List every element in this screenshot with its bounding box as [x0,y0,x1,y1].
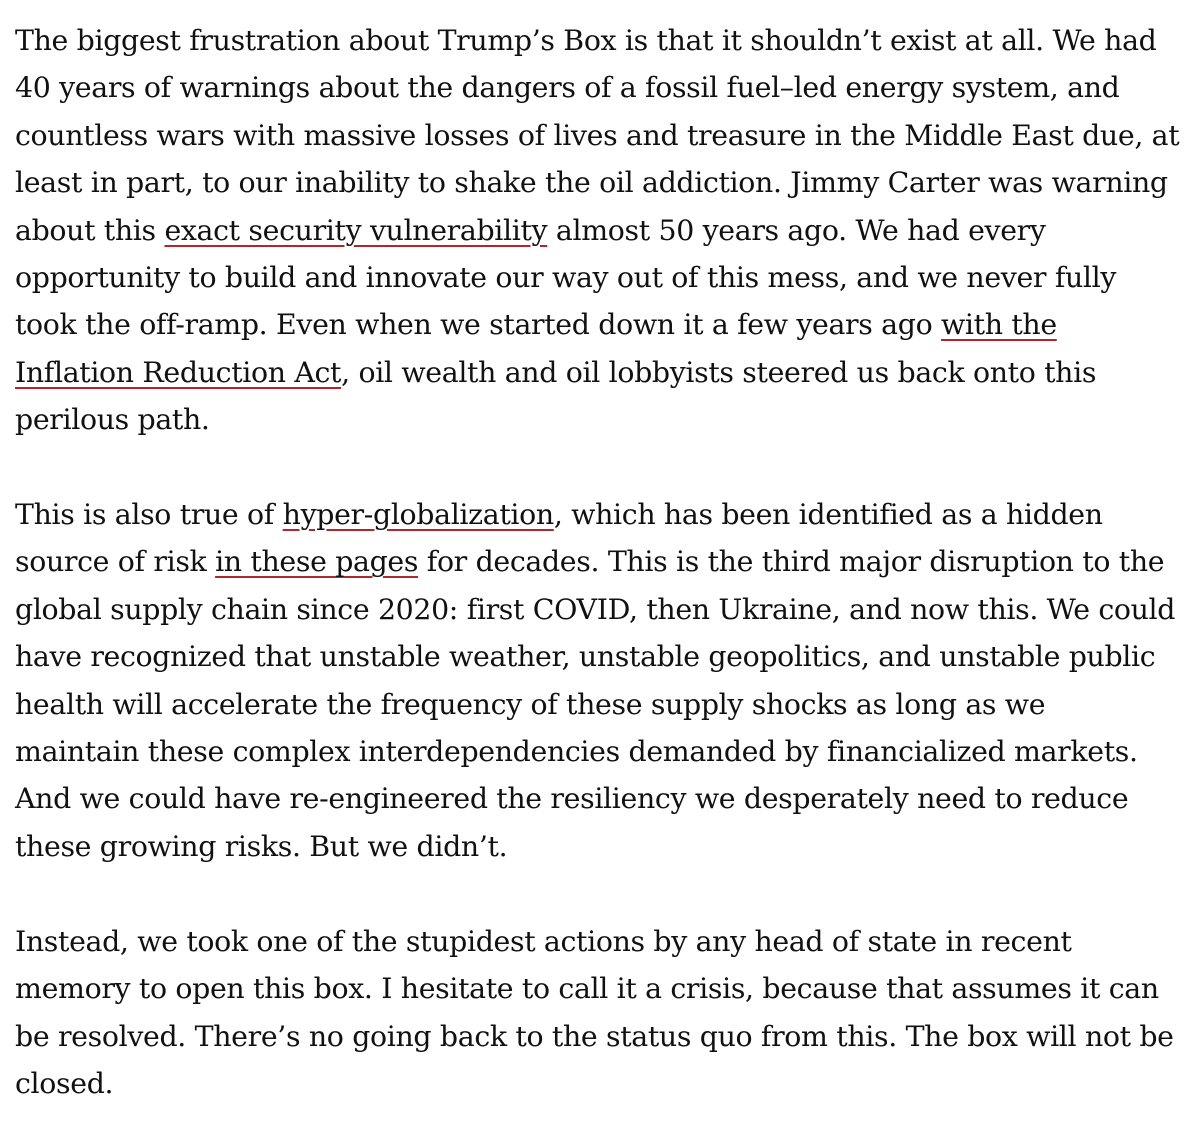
text-run: And we could have re-engineered the resiliency we desperately need to reduce [15,782,1129,816]
text-run: perilous path. [15,403,210,437]
text-run: This is also true of [15,498,283,532]
paragraph-line [15,965,1190,1012]
text-run: closed. [15,1066,114,1100]
link-inflation-reduction-act-part-1[interactable]: with the [940,308,1057,342]
paragraph-line [15,586,1190,633]
paragraph-line [15,1013,1190,1060]
link-inflation-reduction-act-part-2[interactable]: Inflation Reduction Act [15,355,342,389]
text-run: almost 50 years ago. We had every [547,213,1046,247]
text-run: source of risk [15,545,216,579]
paragraph-line [15,775,1190,822]
text-run: have recognized that unstable weather, unstable geopolitics, and unstable public [15,640,1156,674]
text-run: health will accelerate the frequency of these supply shocks as long as we [15,687,1046,721]
text-run: memory to open this box. I hesitate to call it a crisis, because that assumes it can [15,972,1159,1006]
text-run: be resolved. There’s no going back to the status quo from this. The box will not be [15,1019,1174,1053]
paragraph-1 [15,17,1190,444]
text-run: least in part, to our inability to shake the oil addiction. Jimmy Carter was warning [15,166,1168,200]
text-run: about this [15,213,165,247]
paragraph-line [15,491,1190,538]
paragraph-line [15,64,1190,111]
paragraph-line [15,17,1190,64]
text-run: Instead, we took one of the stupidest actions by any head of state in recent [15,924,1072,958]
paragraph-line [15,538,1190,585]
text-run: opportunity to build and innovate our way out of this mess, and we never fully [15,261,1117,295]
text-run: , oil wealth and oil lobbyists steered us back onto this [341,355,1097,389]
text-run: maintain these complex interdependencies demanded by financialized markets. [15,735,1138,769]
text-run: , which has been identified as a hidden [553,498,1103,532]
paragraph-3 [15,918,1190,1108]
text-run: global supply chain since 2020: first COVID, then Ukraine, and now this. We could [15,592,1176,626]
paragraph-line [15,918,1190,965]
text-run: countless wars with massive losses of lives and treasure in the Middle East due, at [15,118,1180,152]
link-hyper-globalization[interactable]: hyper-globalization [282,498,554,532]
link-in-these-pages[interactable]: in these pages [215,545,419,579]
paragraph-line [15,396,1190,443]
paragraph-line [15,1060,1190,1107]
paragraph-line [15,633,1190,680]
text-run: took the off-ramp. Even when we started down it a few years ago [15,308,941,342]
link-exact-security-vulnerability[interactable]: exact security vulnerability [164,213,548,247]
text-run: these growing risks. But we didn’t. [15,829,508,863]
text-run: for decades. This is the third major disruption to the [418,545,1165,579]
paragraph-line [15,207,1190,254]
paragraph-line [15,159,1190,206]
paragraph-line [15,681,1190,728]
paragraph-line [15,112,1190,159]
text-run: 40 years of warnings about the dangers of a fossil fuel–led energy system, and [15,71,1120,105]
paragraph-line [15,349,1190,396]
text-run: The biggest frustration about Trump’s Box is that it shouldn’t exist at all. We had [15,24,1157,57]
paragraph-line [15,254,1190,301]
paragraph-line [15,823,1190,870]
paragraph-line [15,301,1190,348]
paragraph-2 [15,491,1190,870]
paragraph-line [15,728,1190,775]
